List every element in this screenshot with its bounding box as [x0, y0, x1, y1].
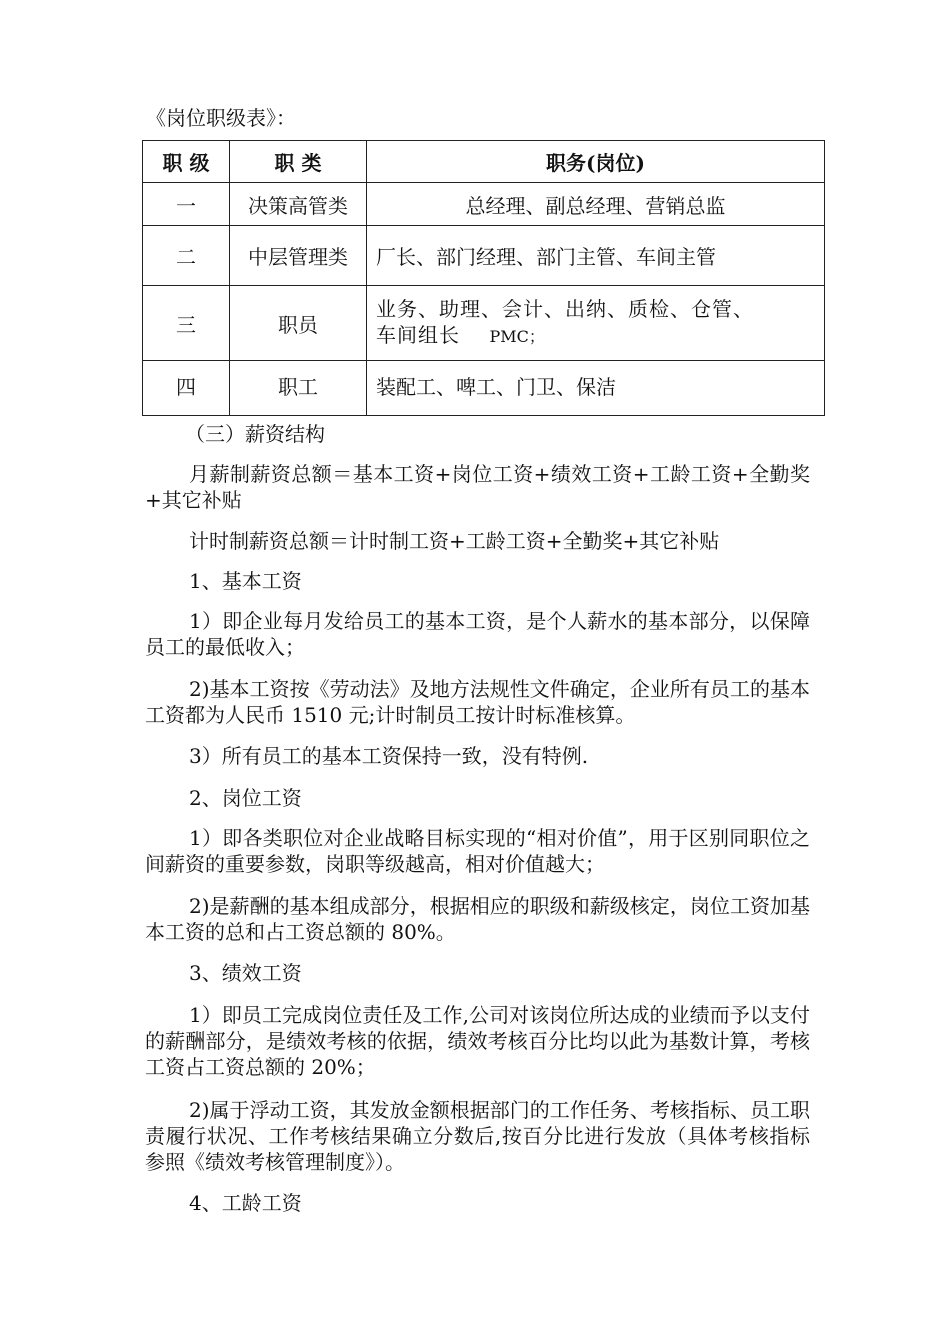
performance-salary-heading [145, 960, 810, 986]
category-cell [230, 361, 367, 416]
paragraph-text: 1）即各类职位对企业战略目标实现的“相对价值”，用于区别同职位之间薪资的重要参数，岗职等级越高，相对价值越大； [145, 826, 810, 876]
post-salary-heading [145, 785, 810, 811]
positions-line-1: 业务、助理、会计、出纳、质检、仓管、 [376, 297, 754, 321]
monthly-formula [145, 461, 810, 513]
performance-salary-item-1 [145, 1002, 810, 1080]
category-text: 职工 [278, 375, 318, 399]
paragraph-text: 1）即企业每月发给员工的基本工资，是个人薪水的基本部分，以保障员工的最低收入； [145, 609, 810, 659]
positions-cell: 总经理、副总经理、营销总监 [367, 183, 825, 226]
grade-cell [143, 361, 230, 416]
heading-text: （三）薪资结构 [185, 422, 325, 446]
header-grade: 职 级 [143, 141, 230, 183]
paragraph-text: 3）所有员工的基本工资保持一致，没有特例. [189, 744, 589, 768]
grade-text: 四 [176, 375, 196, 399]
table-caption: 《岗位职级表》： [146, 106, 296, 130]
heading-text: 3、绩效工资 [189, 961, 302, 985]
category-cell: 决策高管类 [230, 183, 367, 226]
table-row [143, 361, 825, 416]
heading-text: 1、基本工资 [189, 569, 302, 593]
positions-line-2-text: 车间组长 [376, 323, 460, 347]
basic-salary-item-2 [145, 676, 810, 728]
paragraph-text: 月薪制薪资总额＝基本工资+岗位工资+绩效工资+工龄工资+全勤奖+其它补贴 [145, 462, 810, 512]
post-salary-item-2 [145, 893, 810, 945]
salary-structure-heading [145, 421, 810, 447]
header-category: 职 类 [230, 141, 367, 183]
grade-cell: 三 [143, 286, 230, 361]
paragraph-text: 1）即员工完成岗位责任及工作,公司对该岗位所达成的业绩而予以支付的薪酬部分，是绩效考核的依据，绩效考核百分比均以此为基数计算，考核工资占工资总额的 20%； [145, 1003, 810, 1079]
position-grade-table [142, 140, 825, 416]
paragraph-text: 2)基本工资按《劳动法》及地方法规性文件确定，企业所有员工的基本工资都为人民币 1510 元;计时制员工按计时标准核算。 [145, 677, 810, 727]
table-row [143, 286, 825, 361]
performance-salary-item-2 [145, 1097, 810, 1175]
positions-cell: 厂长、部门经理、部门主管、车间主管 [367, 226, 825, 286]
positions-text: 装配工、啤工、门卫、保洁 [376, 375, 616, 399]
table-header-row [143, 141, 825, 183]
post-salary-item-1 [145, 825, 810, 877]
category-cell: 职员 [230, 286, 367, 361]
heading-text: 4、工龄工资 [189, 1191, 302, 1215]
paragraph-text: 计时制薪资总额＝计时制工资+工龄工资+全勤奖+其它补贴 [189, 529, 720, 553]
table-row [143, 183, 825, 226]
category-cell: 中层管理类 [230, 226, 367, 286]
basic-salary-item-1 [145, 608, 810, 660]
seniority-salary-heading [145, 1190, 810, 1216]
positions-cell [367, 361, 825, 416]
positions-cell [367, 286, 825, 361]
heading-text: 2、岗位工资 [189, 786, 302, 810]
paragraph-text: 2)属于浮动工资，其发放金额根据部门的工作任务、考核指标、员工职责履行状况、工作考核结果确立分数后,按百分比进行发放（具体考核指标参照《绩效考核管理制度》）。 [145, 1098, 810, 1174]
basic-salary-heading [145, 568, 810, 594]
positions-line-2 [376, 322, 816, 350]
positions-line-2-extra: PMC； [489, 327, 545, 346]
basic-salary-item-3 [145, 743, 810, 769]
paragraph-text: 2)是薪酬的基本组成部分，根据相应的职级和薪级核定，岗位工资加基本工资的总和占工资总额的 80%。 [145, 894, 810, 944]
table-row [143, 226, 825, 286]
hourly-formula [145, 528, 810, 554]
header-positions: 职务(岗位) [367, 141, 825, 183]
grade-cell: 一 [143, 183, 230, 226]
grade-cell: 二 [143, 226, 230, 286]
